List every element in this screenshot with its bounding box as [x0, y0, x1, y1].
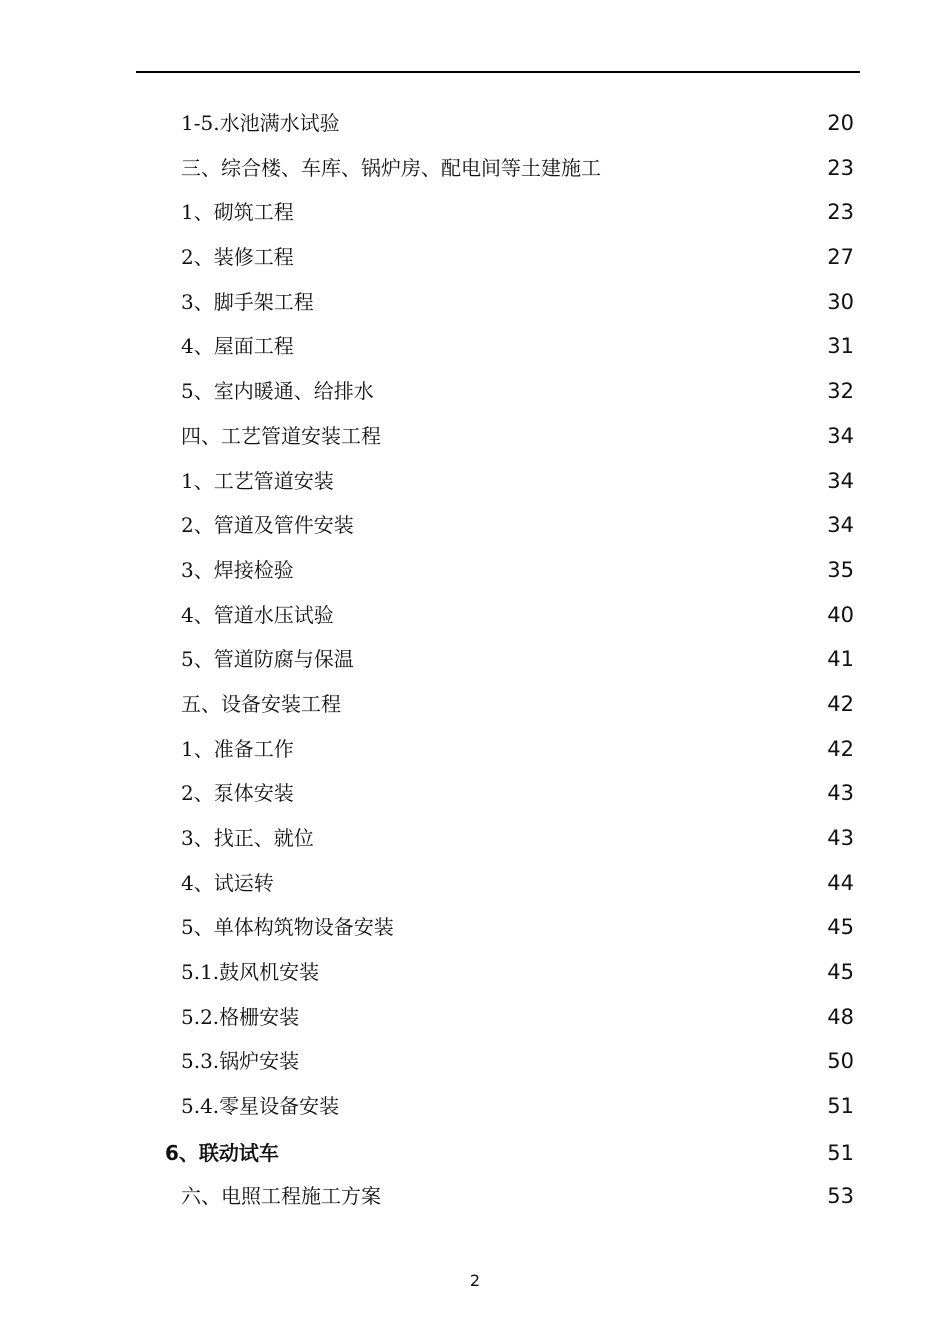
toc-entry[interactable] [0, 995, 950, 1040]
toc-entry-page: 45 [827, 960, 854, 985]
toc-entry-page: 50 [827, 1049, 854, 1074]
toc-entry-page: 31 [827, 334, 854, 359]
toc-entry-title: 3、焊接检验 [181, 557, 294, 582]
toc-entry-heading[interactable] [0, 1129, 950, 1174]
toc-entry-page: 34 [827, 468, 854, 493]
toc-entry[interactable] [0, 861, 950, 906]
toc-entry-title: 4、管道水压试验 [181, 602, 334, 627]
toc-entry-page: 32 [827, 379, 854, 404]
toc-entry-title: 5、室内暖通、给排水 [181, 379, 374, 404]
toc-entry-page: 34 [827, 513, 854, 538]
toc-entry[interactable] [0, 1039, 950, 1084]
toc-entry[interactable] [0, 324, 950, 369]
toc-entry-page: 43 [827, 781, 854, 806]
table-of-contents [0, 101, 950, 1218]
toc-entry-page: 23 [827, 200, 854, 225]
toc-entry[interactable] [0, 459, 950, 504]
toc-entry[interactable] [0, 1174, 950, 1219]
toc-entry-title: 2、装修工程 [181, 245, 294, 270]
toc-entry-page: 30 [827, 289, 854, 314]
toc-entry[interactable] [0, 816, 950, 861]
toc-entry[interactable] [0, 727, 950, 772]
toc-entry-page: 34 [827, 423, 854, 448]
toc-entry-title: 1、工艺管道安装 [181, 468, 334, 493]
toc-entry-page: 48 [827, 1004, 854, 1029]
toc-entry[interactable] [0, 280, 950, 325]
toc-entry[interactable] [0, 905, 950, 950]
toc-entry[interactable] [0, 503, 950, 548]
toc-entry-page: 40 [827, 602, 854, 627]
toc-entry-page: 51 [827, 1094, 854, 1119]
toc-entry-title: 5.1.鼓风机安装 [181, 960, 320, 985]
toc-entry-title: 5、单体构筑物设备安装 [181, 915, 394, 940]
toc-entry[interactable] [0, 637, 950, 682]
toc-entry[interactable] [0, 682, 950, 727]
toc-entry-page: 41 [827, 647, 854, 672]
toc-entry[interactable] [0, 1084, 950, 1129]
toc-entry[interactable] [0, 950, 950, 995]
toc-entry-title: 五、设备安装工程 [181, 691, 341, 716]
toc-entry-page: 20 [827, 111, 854, 135]
toc-entry-title: 4、试运转 [181, 870, 274, 895]
toc-entry[interactable] [0, 146, 950, 191]
toc-entry-title: 5.2.格栅安装 [181, 1004, 300, 1029]
toc-entry[interactable] [0, 593, 950, 638]
toc-entry-page: 35 [827, 557, 854, 582]
toc-entry-title: 1-5.水池满水试验 [181, 111, 340, 135]
toc-entry-title: 5、管道防腐与保温 [181, 647, 354, 672]
toc-entry-title: 5.4.零星设备安装 [181, 1094, 340, 1119]
toc-entry-page: 23 [827, 155, 854, 180]
toc-entry-title: 4、屋面工程 [181, 334, 294, 359]
toc-entry-page: 43 [827, 826, 854, 850]
toc-entry-title: 四、工艺管道安装工程 [181, 423, 381, 448]
toc-entry-title: 三、综合楼、车库、锅炉房、配电间等土建施工 [181, 155, 601, 180]
toc-entry-title: 2、泵体安装 [181, 781, 294, 806]
toc-entry-page: 51 [827, 1140, 854, 1165]
toc-entry[interactable] [0, 548, 950, 593]
toc-entry-title: 5.3.锅炉安装 [181, 1049, 300, 1074]
toc-entry-page: 42 [827, 736, 854, 761]
toc-entry-page: 44 [827, 870, 854, 895]
page-number: 2 [469, 1271, 481, 1290]
toc-entry-page: 27 [827, 245, 854, 270]
toc-entry-title: 1、砌筑工程 [181, 200, 294, 225]
toc-entry[interactable] [0, 235, 950, 280]
toc-entry-title: 6、联动试车 [165, 1140, 279, 1165]
toc-entry[interactable] [0, 414, 950, 459]
toc-entry-title: 1、准备工作 [181, 736, 294, 761]
toc-entry[interactable] [0, 101, 950, 146]
toc-entry-page: 45 [827, 915, 854, 940]
toc-entry-title: 2、管道及管件安装 [181, 513, 354, 538]
toc-entry-title: 六、电照工程施工方案 [181, 1183, 381, 1208]
toc-entry-title: 3、找正、就位 [181, 826, 314, 850]
header-rule [136, 71, 860, 73]
toc-entry-title: 3、脚手架工程 [181, 289, 314, 314]
toc-entry-page: 53 [827, 1183, 854, 1208]
toc-entry[interactable] [0, 771, 950, 816]
toc-entry-page: 42 [827, 691, 854, 716]
toc-entry[interactable] [0, 369, 950, 414]
toc-entry[interactable] [0, 190, 950, 235]
